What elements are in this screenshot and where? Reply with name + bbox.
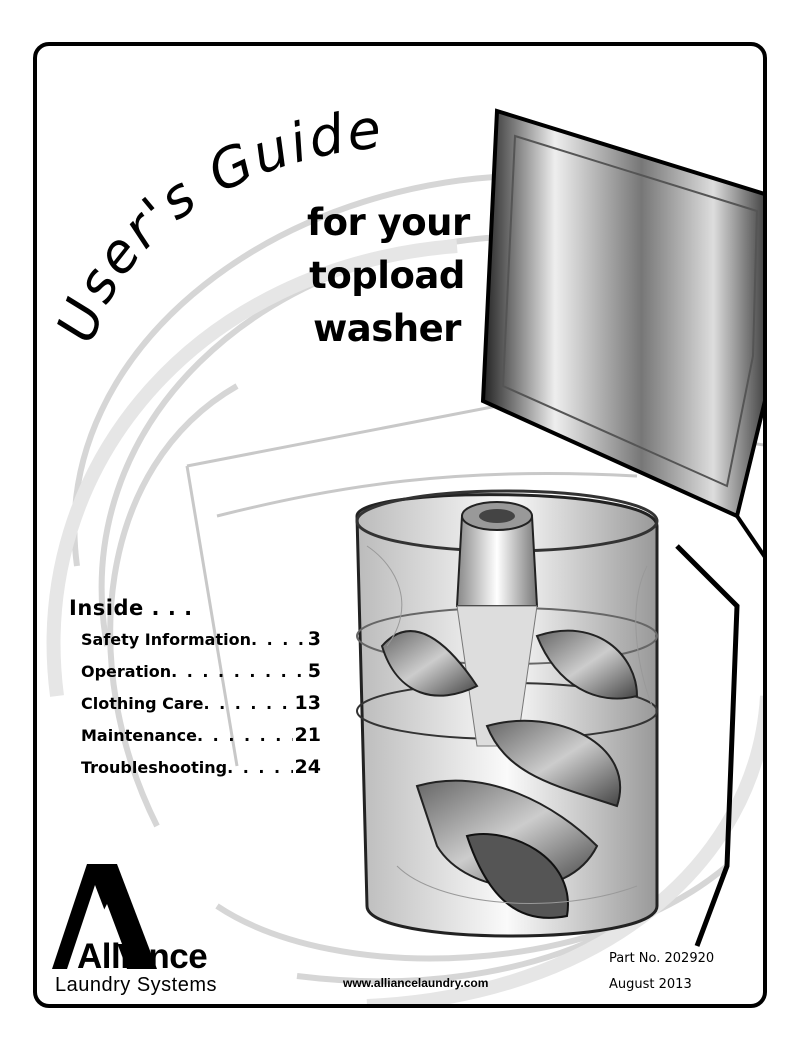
subtitle-line-2: topload (309, 254, 465, 297)
document-info (609, 946, 714, 998)
brand-tagline: Laundry Systems (55, 974, 218, 996)
toc-label: Safety Information (81, 630, 251, 649)
cover-subtitle (307, 196, 470, 355)
brand-name: Alliance (77, 937, 208, 976)
toc-item-safety[interactable] (81, 628, 321, 660)
toc-label: Clothing Care (81, 694, 204, 713)
toc-page: 5 (307, 660, 321, 682)
part-number: Part No. 202920 (609, 951, 715, 966)
toc-leader (251, 630, 306, 649)
alliance-logo (47, 864, 267, 994)
toc-item-maintenance[interactable] (81, 724, 321, 756)
cover-title: User's Guide (44, 96, 388, 351)
toc-leader (171, 662, 306, 681)
toc-item-operation[interactable] (81, 660, 321, 692)
subtitle-line-1: for your (307, 201, 470, 244)
toc-label: Operation (81, 662, 172, 681)
toc-item-clothing-care[interactable] (81, 692, 321, 724)
toc-page: 3 (307, 628, 321, 650)
toc-page: 24 (294, 756, 321, 778)
contents-heading: Inside . . . (69, 596, 193, 620)
toc-page: 13 (294, 692, 321, 714)
website-link[interactable]: www.alliancelaundry.com (343, 976, 489, 990)
toc-label: Troubleshooting (81, 758, 228, 777)
toc-item-troubleshooting[interactable] (81, 756, 321, 788)
publication-date: August 2013 (609, 977, 692, 992)
contents-list (69, 596, 321, 788)
cover-frame (33, 42, 767, 1008)
toc-leader (227, 758, 292, 777)
toc-page: 21 (294, 724, 321, 746)
toc-leader (203, 694, 292, 713)
toc-leader (197, 726, 293, 745)
toc-label: Maintenance (81, 726, 198, 745)
subtitle-line-3: washer (313, 307, 461, 350)
